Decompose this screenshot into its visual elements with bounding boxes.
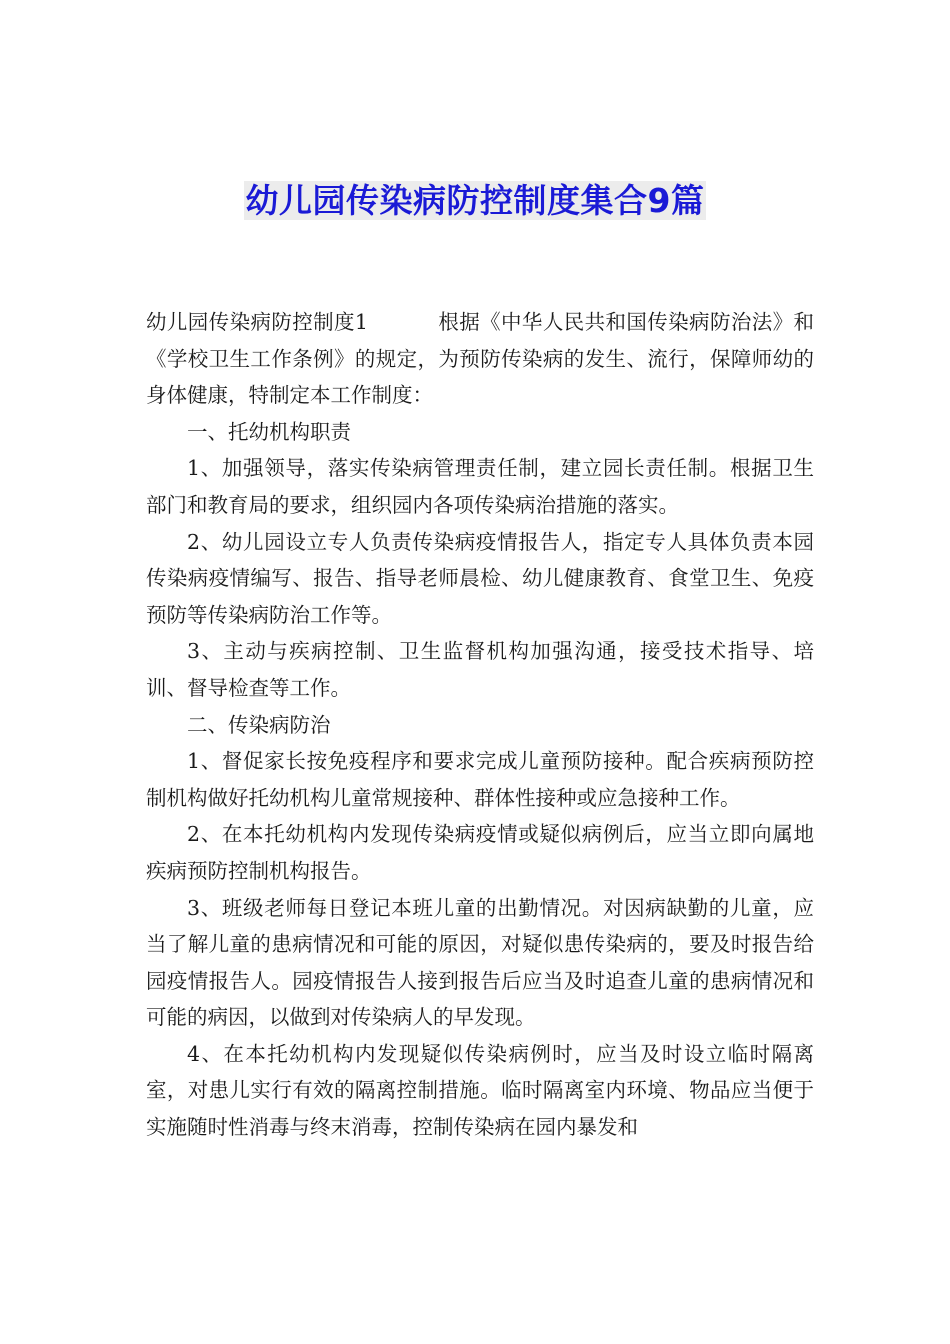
section-heading-1: 一、托幼机构职责 [187,419,351,444]
body-paragraph: 1、加强领导，落实传染病管理责任制，建立园长责任制。根据卫生部门和教育局的要求，组织园内各项传染病治措施的落实。 [146,456,814,517]
intro-heading: 幼儿园传染病防控制度1 [146,310,368,334]
body-paragraph: 1、督促家长按免疫程序和要求完成儿童预防接种。配合疾病预防控制机构做好托幼机构儿童常规接种、群体性接种或应急接种工作。 [146,749,814,810]
body-paragraph: 4、在本托幼机构内发现疑似传染病例时，应当及时设立临时隔离室，对患儿实行有效的隔离控制措施。临时隔离室内环境、物品应当便于实施随时性消毒与终末消毒，控制传染病在园内暴发和 [146,1041,814,1140]
body-paragraph: 2、幼儿园设立专人负责传染病疫情报告人，指定专人具体负责本园传染病疫情编写、报告、指导老师晨检、幼儿健康教育、食堂卫生、免疫预防等传染病防治工作等。 [146,529,814,627]
document-title-text: 幼儿园传染病防控制度集合9篇 [245,181,705,220]
document-body [146,304,814,1146]
section-heading-2: 二、传染病防治 [187,712,331,737]
body-paragraph: 2、在本托幼机构内发现传染病疫情或疑似病例后，应当立即向属地疾病预防控制机构报告。 [146,822,814,883]
intro-paragraph [146,304,814,414]
body-paragraph: 3、班级老师每日登记本班儿童的出勤情况。对因病缺勤的儿童，应当了解儿童的患病情况和可能的原因，对疑似患传染病的，要及时报告给园疫情报告人。园疫情报告人接到报告后应当及时追查儿童的患病情况和可能的病因，以做到对传染病人的早发现。 [146,895,814,1030]
body-paragraph: 3、主动与疾病控制、卫生监督机构加强沟通，接受技术指导、培训、督导检查等工作。 [146,639,814,700]
document-title [0,178,950,224]
intro-text: 根据《中华人民共和国传染病防治法》和《学校卫生工作条例》的规定，为预防传染病的发生、流行，保障师幼的身体健康，特制定本工作制度： [146,310,815,408]
